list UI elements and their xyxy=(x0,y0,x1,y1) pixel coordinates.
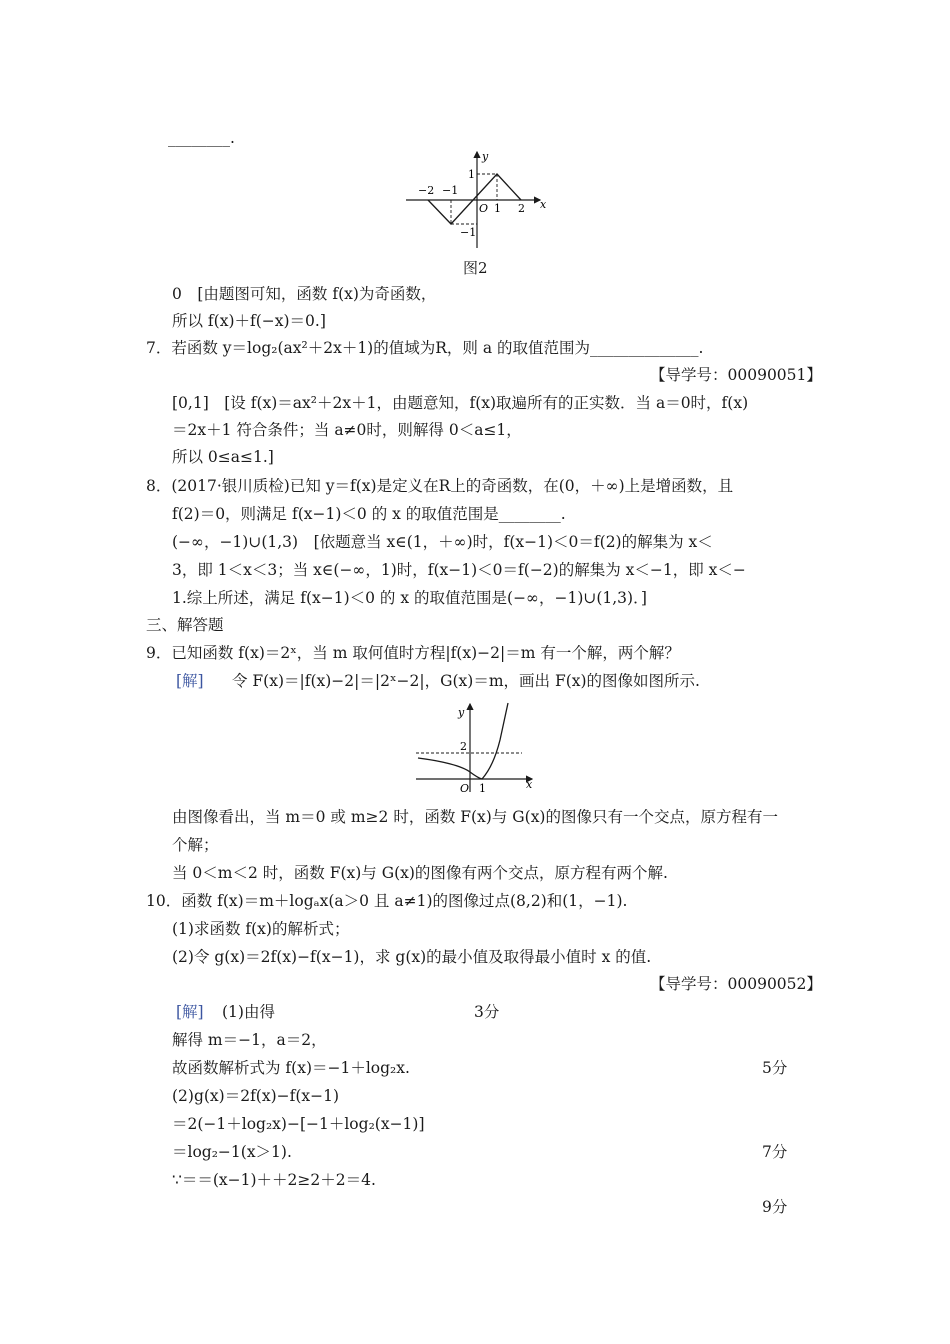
q10-solution-line7: ∵＝＝(x−1)＋＋2≥2＋2＝4. xyxy=(172,1171,376,1189)
q10-solution-line6: ＝log₂−1(x＞1). xyxy=(172,1143,292,1161)
q10-part2: (2)令 g(x)＝2f(x)−f(x−1)，求 g(x)的最小值及取得最小值时 x 的值. xyxy=(172,948,652,966)
q9-solution-line1: 令 F(x)＝|f(x)−2|＝|2ˣ−2|，G(x)＝m，画出 F(x)的图像如图所示. xyxy=(232,672,700,690)
q8-question-line2: f(2)＝0，则满足 f(x−1)＜0 的 x 的取值范围是________. xyxy=(172,505,566,523)
q8-answer-line2: 3，即 1＜x＜3；当 x∈(−∞，1)时，f(x−1)＜0＝f(−2)的解集为 x＜−1，即 x＜− xyxy=(172,561,746,579)
q6-answer-blank: ________. xyxy=(168,129,235,147)
q10-solution-line3: 故函数解析式为 f(x)＝−1＋log₂x. xyxy=(172,1059,410,1077)
figure-q9-abs-exponential-graph xyxy=(412,700,538,796)
fig-q9-xtick-1: 1 xyxy=(479,782,486,795)
figure-2-odd-function-graph xyxy=(400,148,560,252)
q9-question: 9．已知函数 f(x)＝2ˣ，当 m 取何值时方程|f(x)−2|＝m 有一个解，两个解？ xyxy=(146,644,680,662)
fig-q9-x-label: x xyxy=(526,778,533,791)
fig2-x-label: x xyxy=(540,198,547,211)
q7-answer-line3: 所以 0≤a≤1.] xyxy=(172,448,274,466)
q9-conclusion-line3: 当 0＜m＜2 时，函数 F(x)与 G(x)的图像有两个交点，原方程有两个解. xyxy=(172,864,668,882)
q9-conclusion-line1: 由图像看出，当 m＝0 或 m≥2 时，函数 F(x)与 G(x)的图像只有一个交点，原方程有一 xyxy=(172,808,778,826)
q9-conclusion-line2: 个解； xyxy=(172,836,219,854)
q10-score-9: 9分 xyxy=(762,1198,788,1216)
q8-question-line1: 8．(2017·银川质检)已知 y＝f(x)是定义在R上的奇函数，在(0，＋∞)上是增函数，且 xyxy=(146,477,734,495)
fig2-y-label: y xyxy=(482,150,489,163)
fig2-tick-2: 2 xyxy=(518,202,525,215)
fig2-tick-1: 1 xyxy=(494,202,501,215)
q10-question: 10．函数 f(x)＝m＋logₐx(a＞0 且 a≠1)的图像过点(8,2)和(1，−1). xyxy=(146,892,628,910)
fig2-ytick-neg1: −1 xyxy=(460,226,477,239)
fig2-ytick-1: 1 xyxy=(468,168,475,181)
q10-solution-line4: (2)g(x)＝2f(x)−f(x−1) xyxy=(172,1087,340,1105)
q10-solution-line1: (1)由得 xyxy=(222,1003,275,1021)
q10-part1: (1)求函数 f(x)的解析式； xyxy=(172,920,350,938)
q10-guide-number: 【导学号：00090052】 xyxy=(650,975,822,993)
q8-answer-line3: 1.综上所述，满足 f(x−1)＜0 的 x 的取值范围是(−∞，−1)∪(1,3)．] xyxy=(172,589,647,607)
fig2-tick-neg1: −1 xyxy=(442,184,459,197)
q6-answer-line2: 所以 f(x)＋f(−x)＝0.] xyxy=(172,312,326,330)
q7-answer-line2: ＝2x＋1 符合条件；当 a≠0时，则解得 0＜a≤1， xyxy=(172,421,522,439)
q7-answer-line1: [0,1] [设 f(x)＝ax²＋2x＋1，由题意知，f(x)取遍所有的正实数．当 a＝0时，f(x) xyxy=(172,394,749,412)
q7-question: 7．若函数 y＝log₂(ax²＋2x＋1)的值域为R，则 a 的取值范围为______________. xyxy=(146,339,704,357)
q7-guide-number: 【导学号：00090051】 xyxy=(650,366,822,384)
figure-2-caption: 图2 xyxy=(463,259,488,277)
q10-solution-line2: 解得 m＝−1，a＝2， xyxy=(172,1031,327,1049)
q10-score-7: 7分 xyxy=(762,1143,788,1161)
q8-answer-line1: (−∞，−1)∪(1,3) [依题意当 x∈(1，＋∞)时，f(x−1)＜0＝f(2)的解集为 x＜ xyxy=(172,533,713,551)
q10-score-3: 3分 xyxy=(474,1003,500,1021)
fig2-origin-label: O xyxy=(479,202,489,215)
q10-score-5: 5分 xyxy=(762,1059,788,1077)
fig-q9-origin-label: O xyxy=(460,782,470,795)
fig-q9-ytick-2: 2 xyxy=(460,740,467,753)
q10-solution-line5: ＝2(−1＋log₂x)−[−1＋log₂(x−1)] xyxy=(172,1115,425,1133)
q9-solution-tag: [解] xyxy=(176,672,204,690)
fig-q9-y-label: y xyxy=(458,706,465,719)
fig2-tick-neg2: −2 xyxy=(418,184,435,197)
q10-solution-tag: [解] xyxy=(176,1003,204,1021)
section-heading-answer-questions: 三、解答题 xyxy=(146,616,224,634)
q6-answer-line1: 0 [由题图可知，函数 f(x)为奇函数， xyxy=(172,285,437,303)
